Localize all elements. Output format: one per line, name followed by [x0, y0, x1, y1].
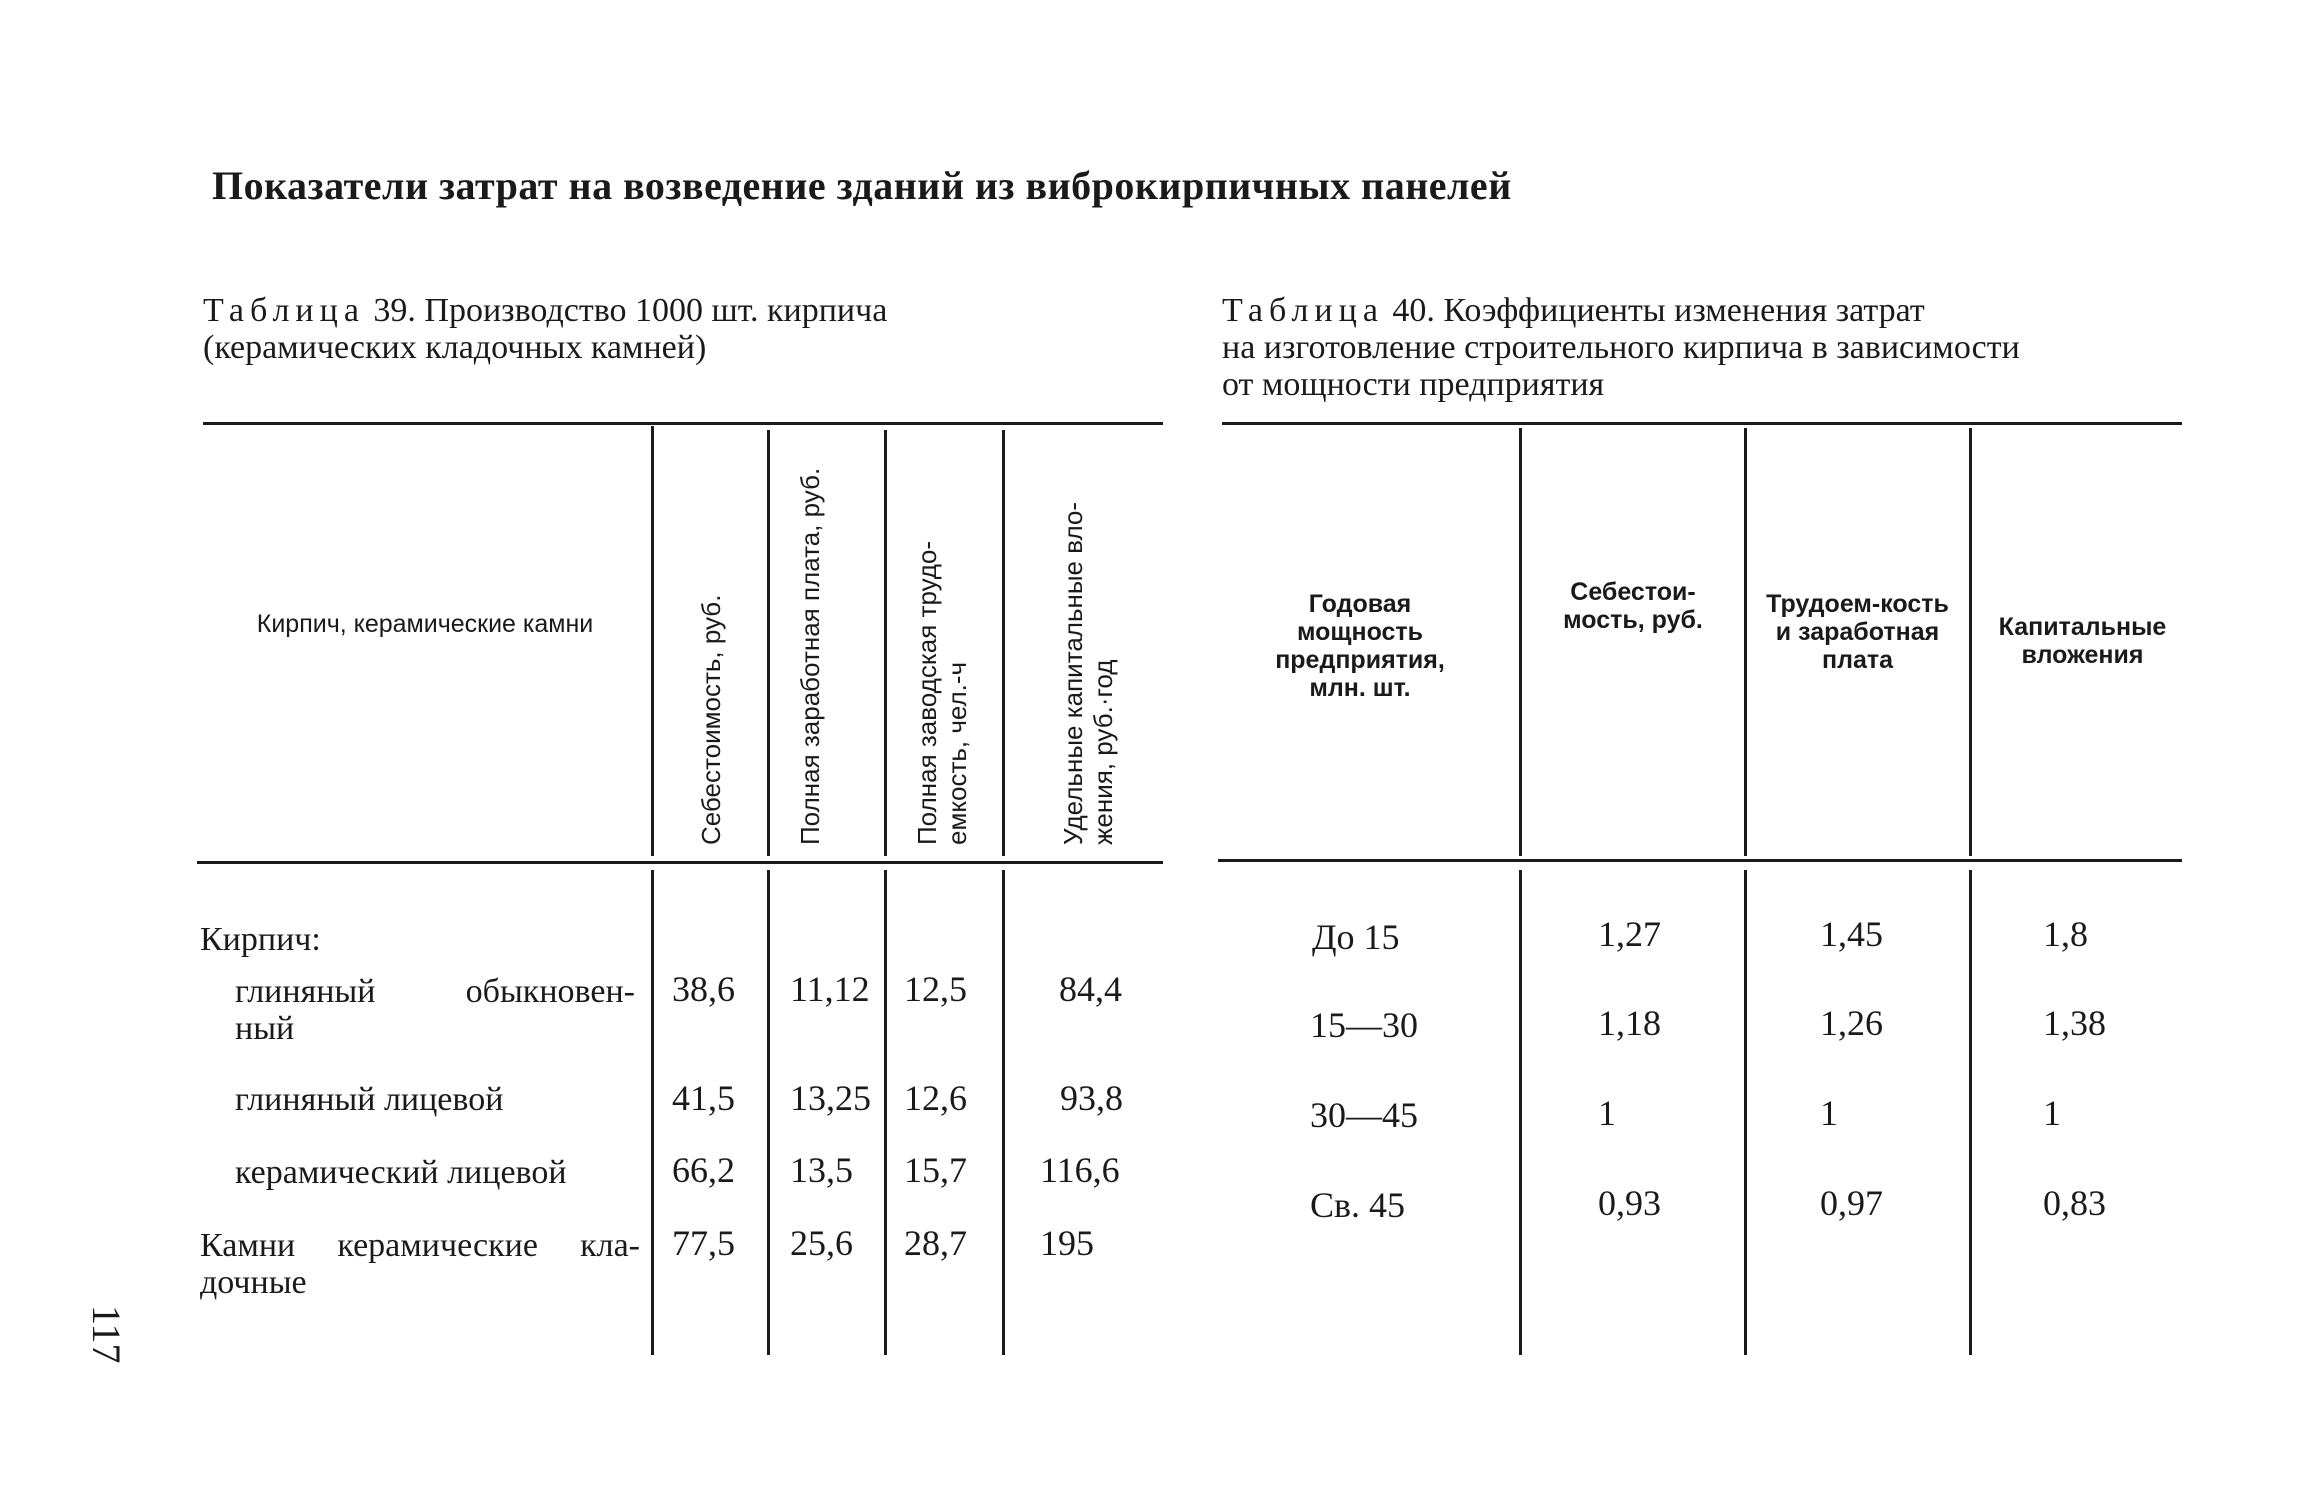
table39-caption	[203, 292, 887, 366]
table39-cell-cost: 77,5	[672, 1223, 735, 1263]
table40-caption	[1222, 292, 2020, 403]
table39-row-label: Камни керамические кла- дочные	[200, 1227, 640, 1301]
table39-cell-capital: 116,6	[1040, 1150, 1120, 1190]
table39-cell-wage: 25,6	[790, 1223, 853, 1263]
table39-cell-wage: 13,25	[790, 1078, 871, 1118]
table39-row-label: глиняный обыкновен- ный	[235, 973, 635, 1047]
table40-cell-cost: 1,18	[1598, 1003, 1661, 1043]
table40-cell-labor: 1,26	[1820, 1003, 1883, 1043]
table40-cell-capacity: Св. 45	[1310, 1185, 1406, 1225]
table40-header-labor: Трудоем-кость и заработная плата	[1766, 590, 1949, 674]
table39-col-divider	[884, 870, 887, 1355]
table39-header-rule	[197, 861, 1163, 864]
table40-cell-cost: 1,27	[1598, 914, 1661, 954]
table39-col-divider	[1002, 430, 1005, 856]
table39-cell-labor: 28,7	[904, 1223, 967, 1263]
table40-cell-capacity: 15—30	[1310, 1005, 1418, 1045]
table40-col-divider	[1969, 870, 1972, 1355]
table39-cell-cost: 38,6	[672, 969, 735, 1009]
table39-cell-capital: 93,8	[1060, 1078, 1123, 1118]
page-title: Показатели затрат на возведение зданий из виброкирпичных панелей	[212, 163, 1512, 208]
table40-cell-capacity: 30—45	[1310, 1095, 1418, 1135]
table40-col-divider	[1744, 870, 1747, 1355]
table40-cell-labor: 1,45	[1820, 914, 1883, 954]
table40-caption-line2: на изготовление строительного кирпича в зависимости	[1222, 329, 2020, 366]
table39-cell-wage: 13,5	[790, 1150, 853, 1190]
table40-cell-capital: 1,38	[2043, 1003, 2106, 1043]
table39-cell-labor: 15,7	[904, 1150, 967, 1190]
table39-cell-cost: 41,5	[672, 1078, 735, 1118]
table39-cell-labor: 12,5	[904, 969, 967, 1009]
table40-cell-capacity: До 15	[1312, 917, 1400, 957]
table39-row-label: глиняный лицевой	[235, 1081, 504, 1118]
table40-caption-word: Таблица	[1222, 292, 1384, 329]
table40-col-divider	[1969, 428, 1972, 856]
table40-cell-capital: 1,8	[2043, 914, 2088, 954]
table40-header-capacity: Годовая мощность предприятия, млн. шт.	[1275, 590, 1445, 702]
page-number: 117	[84, 1305, 129, 1364]
table40-cell-cost: 1	[1598, 1093, 1616, 1133]
table40-col-divider	[1519, 870, 1522, 1355]
table39-header-item: Кирпич, керамические камни	[256, 610, 594, 638]
table39-caption-line2: (керамических кладочных камней)	[203, 329, 707, 366]
table40-caption-line1: 40. Коэффициенты изменения затрат	[1383, 292, 1925, 329]
table39-cell-capital: 84,4	[1059, 969, 1122, 1009]
table40-top-rule	[1222, 422, 2182, 425]
table39-cell-capital: 195	[1040, 1223, 1094, 1263]
table40-header-capital: Капитальные вложения	[1998, 613, 2167, 669]
table40-cell-cost: 0,93	[1598, 1183, 1661, 1223]
table40-cell-labor: 1	[1820, 1093, 1838, 1133]
table39-col-divider	[884, 430, 887, 856]
table40-col-divider	[1519, 428, 1522, 856]
table40-cell-labor: 0,97	[1820, 1183, 1883, 1223]
table39-cell-labor: 12,6	[904, 1078, 967, 1118]
table39-top-rule	[203, 422, 1163, 425]
table40-col-divider	[1744, 428, 1747, 856]
table39-header-cost: Себестоимость, руб.	[696, 594, 726, 845]
table39-col-divider	[651, 426, 654, 856]
table40-cell-capital: 0,83	[2043, 1183, 2106, 1223]
table39-col-divider	[767, 430, 770, 856]
table39-header-wage: Полная заработная плата, руб.	[795, 467, 825, 845]
table39-col-divider	[1002, 870, 1005, 1355]
table39-header-labor: Полная заводская трудо- емкость, чел.-ч	[912, 540, 972, 845]
table39-col-divider	[651, 870, 654, 1355]
table40-header-cost: Себестои-мость, руб.	[1563, 578, 1703, 634]
table39-cell-wage: 11,12	[790, 969, 870, 1009]
table39-row-label: керамический лицевой	[235, 1154, 567, 1191]
table40-caption-line3: от мощности предприятия	[1222, 366, 1605, 403]
table39-header-capital: Удельные капитальные вло- жения, руб.·год	[1058, 501, 1118, 845]
table39-caption-line1: 39. Производство 1000 шт. кирпича	[364, 292, 888, 329]
table39-col-divider	[767, 870, 770, 1355]
table39-group-label: Кирпич:	[200, 921, 321, 958]
table39-caption-word: Таблица	[203, 292, 365, 329]
table40-cell-capital: 1	[2043, 1093, 2061, 1133]
table40-header-rule	[1218, 859, 2182, 862]
table39-cell-cost: 66,2	[672, 1150, 735, 1190]
